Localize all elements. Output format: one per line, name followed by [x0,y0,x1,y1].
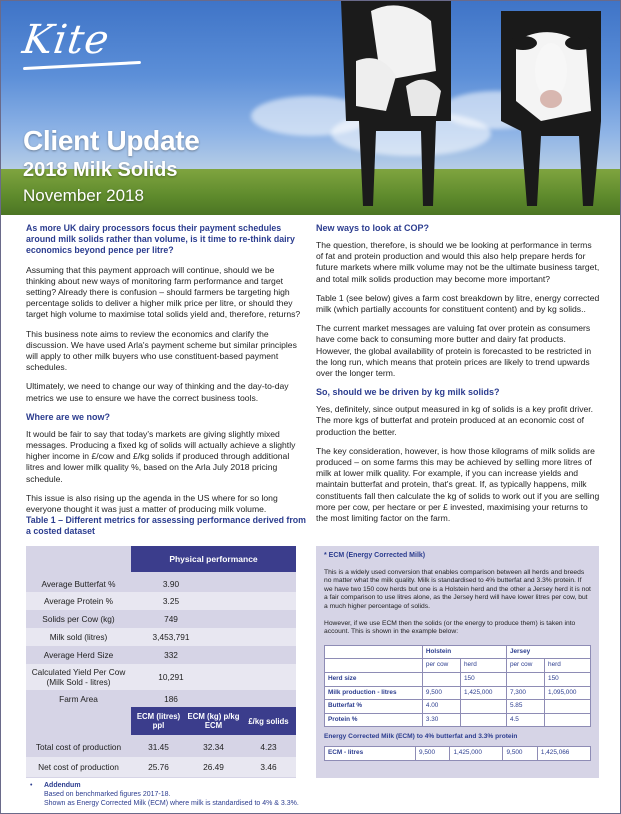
table-row [325,713,591,727]
row-label: Calculated Yield Per Cow (Milk Sold - litres) [31,667,126,687]
row-label: Herd size [325,672,423,686]
breed-header: Holstein [422,645,506,659]
table-row [26,664,296,690]
title-block [23,125,200,206]
cell: 7,300 [506,686,544,700]
table-row [26,610,296,628]
table-row [325,672,591,686]
row-value: 749 [164,614,178,624]
ecm-subtitle: Energy Corrected Milk (ECM) to 4% butterfat and 3.3% protein [324,733,518,741]
paragraph: Table 1 (see below) gives a farm cost breakdown by litre, energy corrected milk (which partially accounts for constituent content) and by kg solids.. [316,292,600,315]
header-photo [1,1,621,215]
ecm-title: * ECM (Energy Corrected Milk) [324,552,426,559]
column-header: herd [461,659,507,673]
ecm-info-box [316,546,599,778]
row-value: 3.90 [162,578,180,589]
row-label: Total cost of production [35,742,122,752]
table-row [26,690,296,707]
cell: 25.76 [148,762,169,772]
table-row [26,628,296,646]
cell: 9,500 [422,686,460,700]
paragraph: This issue is also rising up the agenda in the US where for so long everyone thought it was just a matter of producing milk volume. [26,492,278,515]
row-value: 10,291 [158,672,184,682]
cell: 1,095,000 [545,686,591,700]
table1-header: Physical performance [131,546,296,572]
column-header: per cow [422,659,460,673]
cell: 3.46 [260,762,277,772]
row-value: 3.25 [162,596,180,606]
cell: 150 [461,672,507,686]
cell: 5.85 [506,700,544,714]
paragraph: However, if we use ECM then the solids (or the energy to produce them) is taken into account. This is shown in the example below: [324,619,576,636]
left-column [26,223,306,523]
row-value: 332 [164,650,178,660]
section-heading: So, should we be driven by kg milk solids? [316,387,500,398]
cell: 9,500 [416,746,450,760]
table1 [26,546,296,778]
row-value: 186 [164,693,178,704]
addendum-line: Shown as Energy Corrected Milk (ECM) where milk is standardised to 4% & 3.3%. [44,800,299,807]
table-row [325,700,591,714]
cell [461,713,507,727]
row-label: Average Butterfat % [41,578,116,589]
cell: 150 [545,672,591,686]
paragraph: It would be fair to say that today's markets are giving slightly mixed messages. Producing a fixed kg of solids will actually achieve a slightly higher income in £/cow and £/kg solids if produced through additional litres and lower milk quality %, based on the Arla July 2018 pricing schedule. [26,428,296,484]
table-row [325,659,591,673]
cell: 1,425,066 [537,746,590,760]
paragraph: This is a widely used conversion that enables comparison between all herds and breeds no matter what the milk quality. Milk is standardised to 4% butterfat and 3.3% protein. If we have two 150 cow herds but one is a Holstein herd and the other a Jersey herd it is not a fair comparison to use litres alone, as the Jersey herd will have lower litres per cow, but a much higher percentage of solids. [324,568,591,610]
issue-date: November 2018 [23,186,144,205]
row-label: Milk sold (litres) [49,632,108,642]
row-label: Butterfat % [325,700,423,714]
paragraph: Yes, definitely, since output measured in kg of solids is a key profit driver. The more kgs of butterfat and protein produced at an economic cost of production the better. [316,404,594,437]
column-header: £/kg solids [248,716,289,726]
table-row [325,746,591,760]
cell: 9,500 [503,746,537,760]
cell: 4.23 [260,742,277,752]
ecm-table [324,645,591,728]
table-row [26,575,296,592]
page-title: Client Update [23,125,200,156]
row-label: ECM - litres [325,746,416,760]
cell: 31.45 [148,742,169,752]
row-label: Solids per Cow (kg) [42,614,115,624]
section-heading: Where are we now? [26,411,111,422]
addendum-line: Based on benchmarked figures 2017-18. [44,791,171,798]
row-label: Average Protein % [43,596,114,606]
cows-image [301,1,621,215]
row-value: 3,453,791 [152,632,190,642]
column-header: herd [545,659,591,673]
cell: 32.34 [203,742,224,752]
cell [545,713,591,727]
row-label: Milk production - litres [325,686,423,700]
cell [325,645,423,659]
paragraph: Ultimately, we need to change our way of thinking and the day-to-day metrics we use to ensure we have the correct business tools. [26,381,289,403]
table-row [325,645,591,659]
row-label: Net cost of production [38,762,119,772]
table-row [26,737,296,757]
paragraph: The question, therefore, is should we be looking at performance in terms of fat and protein production and would this also help prepare herds for future markets where milk volume may not be the ultimate business target, and total milk solids production may become more important? [316,240,600,284]
table-row [26,757,296,777]
cell [506,672,544,686]
breed-header: Jersey [506,645,590,659]
paragraph: This business note aims to review the economics and clarify the discussion. We have used Arla's payment scheme but similar principles will apply to other milk buyers who use constituent-based payment schedules. [26,328,297,373]
table1-title: Table 1 – Different metrics for assessing performance derived from a costed dataset [26,515,306,536]
cell: 26.49 [203,762,224,772]
cell: 1,425,000 [461,686,507,700]
column-header: per cow [506,659,544,673]
row-label: Protein % [325,713,423,727]
kite-logo: Kite [19,17,113,63]
column-header: ECM (kg) p/kg ECM [187,712,240,730]
row-label: Average Herd Size [43,650,114,660]
addendum [26,781,299,808]
addendum-heading: Addendum [44,782,81,789]
cell [461,700,507,714]
paragraph: The key consideration, however, is how those kilograms of milk solids are produced – on some farms this may be achieved by selling more litres of milk at lower milk quality. For example, if you can increase yields and maintain butterfat and protein, that's great. If, as typically happens, milk constituents fall then calculate the kg of solids to work out if you are selling more per cow, per hectare or per £ invested, maximising your returns to the most limiting factor on the farm. [316,445,600,524]
cell [325,659,423,673]
cell: 3.30 [422,713,460,727]
page-subtitle: 2018 Milk Solids [23,159,178,181]
bullet: • [30,782,33,789]
ecm-result-table [324,746,591,761]
cell: 4.00 [422,700,460,714]
paragraph: Assuming that this payment approach will continue, should we be thinking about new ways of monitoring farm performance and target setting? Already there is confusion – should farmers be targeting high percentage solids to deliver a higher milk price per litre, or should they target high volume to maximise total solids yield and, therefore, returns? [26,264,301,320]
cell [422,672,460,686]
cell: 1,425,000 [450,746,503,760]
cell [545,700,591,714]
lead-paragraph: As more UK dairy processors focus their payment schedules around milk solids rather than volume, is it time to re-think dairy economics beyond pence per litre? [26,223,295,256]
column-header: ECM (litres) ppl [136,712,181,730]
cell: 4.5 [506,713,544,727]
table-row [26,592,296,610]
cost-header-row [131,707,296,735]
row-label: Farm Area [59,693,98,704]
right-column [316,223,601,532]
paragraph: The current market messages are valuing fat over protein as consumers have come back to consuming more butter and dairy fat products. However, the global availability of protein is forecasted to be restricted in the long run, which means that protein prices are likely to trend upwards over the longer term. [316,323,592,379]
section-heading: New ways to look at COP? [316,223,430,233]
table-row [26,646,296,664]
table-row [325,686,591,700]
